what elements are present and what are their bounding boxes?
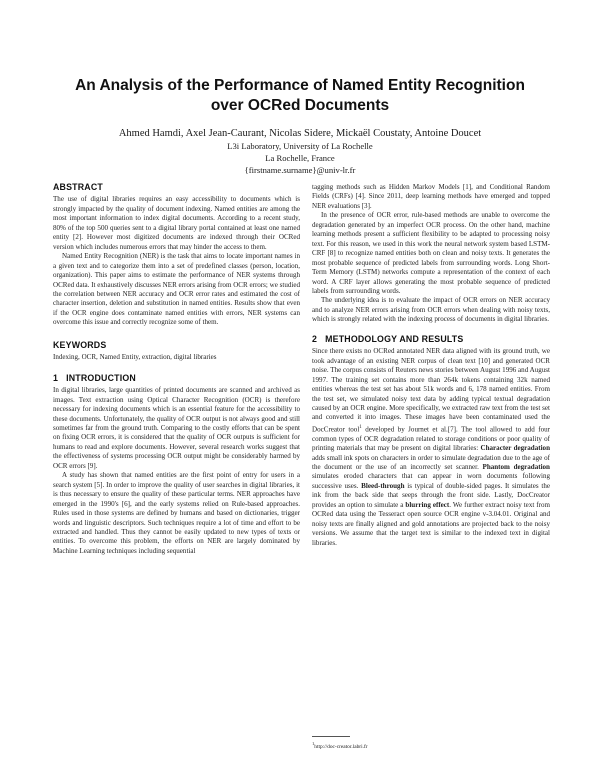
intro-paragraph: In the presence of OCR error, rule-based methods are unable to overcome the degradation generated by an imperfect OCR process. On the other hand, machine learning methods present a sufficient flexibility to be adapted to processing noisy text. For this reason, we used in this work the neural network system based LSTM-CRF [8] to recognize named entities both on clean and noisy texts. It generates the most probable sequence of predicted labels from surrounding words. Long Short-Term Memory (LSTM) networks compute a representation of the context of each word. A CRF layer allows generating the most probable sequence of predicted labels from surrounding words. <box>312 211 550 295</box>
footnote <box>312 736 550 751</box>
footnote-rule <box>312 736 350 737</box>
intro-paragraph: A study has shown that named entities are the first point of entry for users in a search system [5]. In order to improve the quality of user searches in digital libraries, it is thus necessary to ensure the quality of these particular terms. NER approaches have emerged in the 1990's [6], and the early systems relied on Rule-based approaches. Rules used in those systems are defined by humans and based on dictionaries, trigger words and linguistic descriptors. Such techniques require a lot of time and effort to be extracted and handled. Thus they cannot be easily updated to new types of texts or entities. To overcome this problem, the efforts on NER are largely dominated by Machine Learning techniques including sequential <box>53 471 300 555</box>
abstract-paragraph: The use of digital libraries requires an easy accessibility to documents which is strongly impacted by the quality of document indexing. Named entities are among the most important information to index digital documents. According to a recent study, 80% of the top 500 queries sent to a digital library portal contained at least one named entity [2]. However most digitized documents are indexed through their OCRed version which includes numerous errors that may hinder the access to them. <box>53 195 300 251</box>
abstract-paragraph: Named Entity Recognition (NER) is the task that aims to locate important names in a given text and to categorize them into a set of predefined classes (person, location, organization). This paper aims to estimate the performance of NER systems through OCRed data. It exhaustively discusses NER errors arising from OCR errors; we studied the correlation between NER accuracy and OCR error rates and estimated the cost of character insertion, deletion and substitution in named entities. Results show that even if the OCR engine does contaminate named entities with errors, NER systems can overcome this issue and correctly recognize some of them. <box>53 252 300 327</box>
intro-paragraph: The underlying idea is to evaluate the impact of OCR errors on NER accuracy and to analyze NER errors arising from OCR errors when dealing with noisy texts, which is strongly related with the indexing process of documents in digital libraries. <box>312 296 550 324</box>
intro-paragraph: tagging methods such as Hidden Markov Models [1], and Conditional Random Fields (CRFs) [4]. Since 2011, deep learning methods have emerged and topped NER evaluations [3]. <box>312 183 550 210</box>
section-title: METHODOLOGY AND RESULTS <box>325 333 464 344</box>
section-number: 1 <box>53 372 59 383</box>
abstract-heading: ABSTRACT <box>53 182 103 192</box>
section-number: 2 <box>312 333 318 344</box>
left-column <box>53 183 300 556</box>
keywords-text: Indexing, OCR, Named Entity, extraction, digital libraries <box>53 353 217 362</box>
footnote-marker: 1 <box>312 741 315 746</box>
paper-title: An Analysis of the Performance of Named Entity Recognition over OCRed Documents <box>75 77 525 114</box>
right-column <box>312 183 550 548</box>
methodology-heading <box>312 335 550 344</box>
city: La Rochelle, France <box>265 153 335 163</box>
section-title: INTRODUCTION <box>66 372 136 383</box>
methodology-paragraph: Since there exists no OCRed annotated NER data aligned with its ground truth, we took advantage of an existing NER corpus of clean text [10] and generated OCR noise. The corpus consists of Reuters news stories between August 1996 and August 1997. The training set contains more than 264k tokens containing 32k named entities whereas the test set has about 51k words and 6, 178 named entities. From the test set, we simulated noisy text data by adding typical textual degradation caused by an OCR engine. More specifically, we extracted raw text from the test set and converted it into images. These images have been contaminated used the DocCreator tool$^1$ developed by Journet et al.[7]. The tool allowed to add four common types of OCR degradation related to storage conditions or poor quality of printing materials that may be present on digital libraries: Character degradation adds small ink spots on characters in order to simulate degradation due to the age of the document or the use of an incorrectly set scanner. Phantom degradation simulates eroded characters that can appear in worn documents following successive uses. Bleed-through is typical of double-sided pages. It simulates the ink from the back side that seeps through the front side. Lastly, DocCreator provides an option to simulate a blurring effect. We further extract noisy text from OCRed data using the Tesseract open source OCR engine v-3.04.01. Original and noisy texts are finally aligned and gold annotations are projected back to the noisy versions. We assume that the target text is similar to the indexed text in digital libraries. <box>312 347 550 547</box>
footnote-url: http://doc-creator.labri.fr <box>314 743 368 750</box>
footnote-marker: 1 <box>359 424 362 430</box>
paper-header <box>0 76 600 176</box>
author-list: Ahmed Hamdi, Axel Jean-Caurant, Nicolas Sidere, Mickaël Coustaty, Antoine Doucet <box>118 128 482 139</box>
keywords-heading: KEYWORDS <box>53 339 107 350</box>
introduction-heading <box>53 374 300 383</box>
intro-paragraph: In digital libraries, large quantities of printed documents are scanned and archived as images. Text extraction using Optical Character Recognition (OCR) is therefore necessary for indexing documents which is an essential feature for the accessibility to these documents. Unfortunately, the quality of OCR output is not always good and still sometimes far from the ground truth. Comparing to the costly efforts that can be spent on fixing OCR errors, it is considered that the quality of OCR outputs is sufficient for humans to read and explore documents. However, several research works suggest that the effectiveness of systems processing OCR output might be considerably harmed by OCR errors [9]. <box>53 386 300 470</box>
affiliation: L3i Laboratory, University of La Rochelle <box>227 141 373 151</box>
email: {firstname.surname}@univ-lr.fr <box>244 165 356 175</box>
